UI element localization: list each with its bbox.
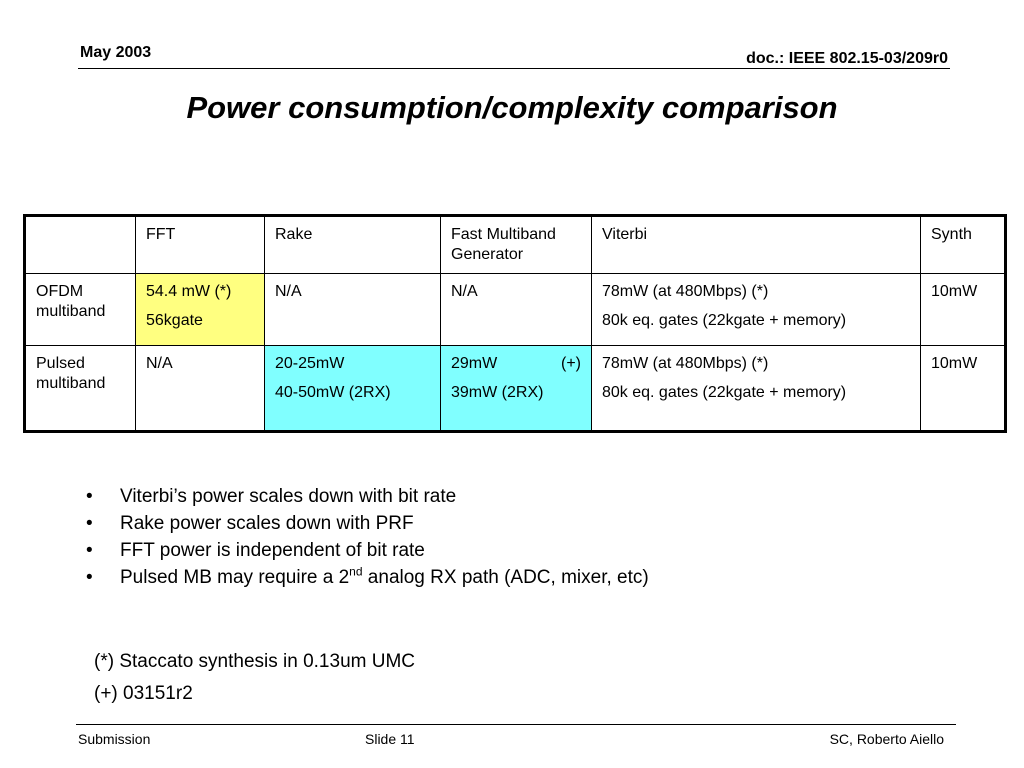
cell-pulsed-fft — [136, 346, 265, 432]
bullet-text: Rake power scales down with PRF — [120, 513, 414, 534]
cell-line: 10mW — [931, 355, 978, 372]
header-rule — [78, 68, 950, 69]
bullet-text: FFT power is independent of bit rate — [120, 540, 425, 561]
footer-slide-number: Slide 11 — [365, 731, 415, 747]
cell-pulsed-synth — [921, 346, 1006, 432]
cell-pulsed-viterbi — [592, 346, 921, 432]
table-header-row — [25, 216, 1006, 274]
cell-ofdm-fft — [136, 274, 265, 346]
header-doc-id: doc.: IEEE 802.15-03/209r0 — [746, 50, 948, 67]
cell-line: N/A — [146, 355, 173, 372]
bullet-text: Viterbi’s power scales down with bit rate — [120, 486, 457, 507]
row-label-ofdm: OFDM multiband — [25, 274, 136, 346]
cell-line: 78mW (at 480Mbps) (*) — [602, 283, 769, 300]
header-date: May 2003 — [80, 44, 152, 61]
bullet-item — [86, 537, 649, 564]
cell-line: 54.4 mW (*) — [146, 283, 232, 300]
header-cell-empty — [25, 216, 136, 274]
cell-ofdm-viterbi — [592, 274, 921, 346]
bullet-superscript: nd — [349, 564, 363, 579]
cell-ofdm-rake — [265, 274, 441, 346]
header-cell-synth: Synth — [921, 216, 1006, 274]
cell-line: N/A — [275, 283, 302, 300]
cell-line: 40-50mW (2RX) — [275, 384, 391, 401]
footnote-marker: (+) — [561, 355, 581, 372]
cell-value: 29mW — [451, 355, 498, 372]
bullet-text-post: analog RX path (ADC, mixer, etc) — [362, 567, 649, 588]
bullet-dot-icon: • — [86, 567, 93, 588]
cell-line: 20-25mW — [275, 355, 345, 372]
cell-line: 10mW — [931, 283, 978, 300]
cell-line: 80k eq. gates (22kgate + memory) — [602, 384, 847, 401]
cell-line: 39mW (2RX) — [451, 384, 544, 401]
bullet-text-pre: Pulsed MB may require a 2 — [120, 567, 350, 588]
bullet-list — [86, 483, 649, 591]
cell-ofdm-fmg — [441, 274, 592, 346]
bullet-item — [86, 564, 649, 591]
cell-line: N/A — [451, 283, 478, 300]
header-cell-rake: Rake — [265, 216, 441, 274]
cell-line: 78mW (at 480Mbps) (*) — [602, 355, 769, 372]
footnotes — [94, 646, 415, 710]
cell-pulsed-rake — [265, 346, 441, 432]
cell-line: 80k eq. gates (22kgate + memory) — [602, 312, 847, 329]
table-row-pulsed — [25, 346, 1006, 432]
row-label-pulsed: Pulsed multiband — [25, 346, 136, 432]
slide-title: Power consumption/complexity comparison — [186, 90, 838, 125]
header-cell-fast-multiband-generator: Fast Multiband Generator — [441, 216, 592, 274]
cell-pulsed-fmg — [441, 346, 592, 432]
header-cell-fft: FFT — [136, 216, 265, 274]
footnote-reference: (+) 03151r2 — [94, 683, 193, 704]
cell-ofdm-synth — [921, 274, 1006, 346]
bullet-item — [86, 510, 649, 537]
footnote-staccato: (*) Staccato synthesis in 0.13um UMC — [94, 651, 416, 672]
header-cell-viterbi: Viterbi — [592, 216, 921, 274]
bullet-dot-icon: • — [86, 540, 93, 561]
bullet-item — [86, 483, 649, 510]
footer-rule — [76, 724, 956, 725]
bullet-dot-icon: • — [86, 513, 93, 534]
comparison-table — [23, 214, 1007, 433]
footer-author: SC, Roberto Aiello — [829, 731, 944, 747]
bullet-dot-icon: • — [86, 486, 93, 507]
table-row-ofdm — [25, 274, 1006, 346]
footer-submission: Submission — [78, 731, 151, 747]
cell-line: 56kgate — [146, 312, 203, 329]
cell-line — [451, 354, 581, 374]
